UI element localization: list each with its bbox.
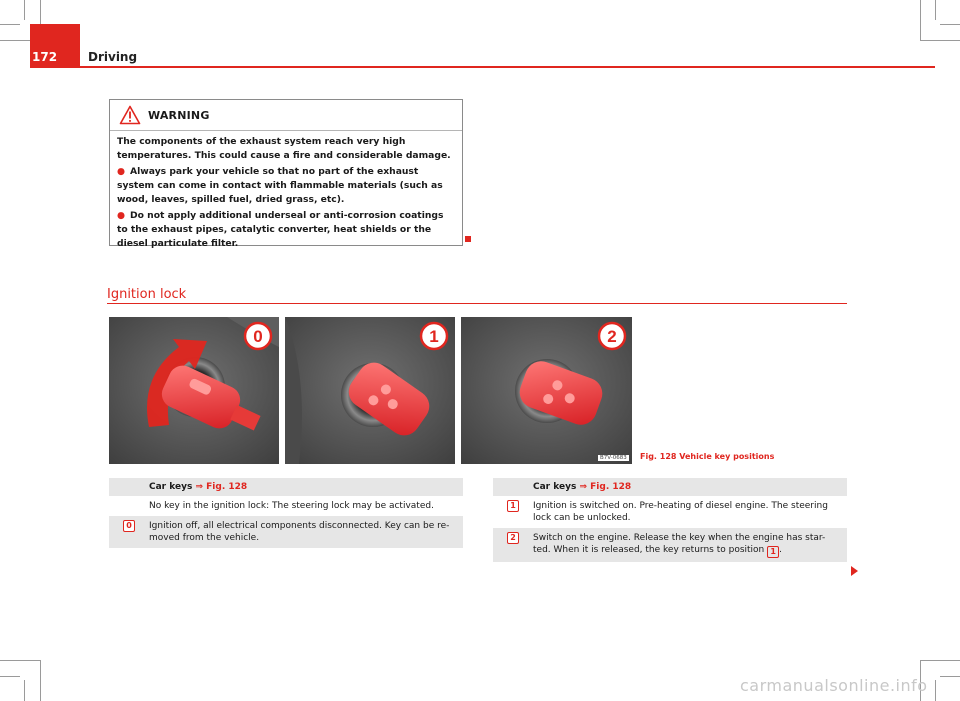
warning-title: WARNING [148,109,210,122]
bullet-icon: ● [117,210,126,221]
figure-caption: Fig. 128 Vehicle key positions [640,452,775,461]
figure-reference-link[interactable]: ⇒ Fig. 128 [195,482,248,492]
warning-body [110,131,462,251]
section-title: Ignition lock [107,287,187,302]
position-badge: 1 [507,500,519,512]
position-badge: 2 [507,532,519,544]
table-row: No key in the ignition lock: The steering lock may be activated. [149,501,434,511]
table-header: Car keys ⇒ Fig. 128 [493,478,847,496]
warning-box [109,99,463,249]
table-row: 2 Switch on the engine. Release the key when the engine has star-ted. When it is released, the key returns to position 1 . [493,528,847,562]
position-badge: 0 [123,520,135,532]
table-row: 0 Ignition off, all electrical components disconnected. Key can be re-moved from the vehicle. [109,516,463,548]
crop-mark [24,680,25,701]
panel-label-0: 0 [253,327,263,346]
panel-label-2: 2 [607,327,617,346]
warning-bullet: ● Do not apply additional underseal or anti-corrosion coatings to the exhaust pipes, catalytic converter, heat shields or the diesel particulate filter. [117,210,444,249]
watermark: carmanualsonline.info [740,676,928,695]
warning-triangle-icon [119,105,141,125]
page-number: 172 [32,50,58,64]
crop-mark [24,0,25,20]
section-end-marker [465,236,471,242]
crop-mark [920,0,921,40]
table-header: Car keys ⇒ Fig. 128 [109,478,463,496]
crop-mark [940,676,960,677]
warning-bullet: ● Always park your vehicle so that no part of the exhaust system can come in contact with flammable materials (such as wood, leaves, spilled fuel, dried grass, etc). [117,166,443,205]
crop-mark [0,24,20,25]
panel-label-1: 1 [429,327,439,346]
crop-mark [920,40,960,41]
key-positions-illustration [109,317,632,464]
crop-mark [940,24,960,25]
bullet-icon: ● [117,166,126,177]
panel-position-2 [461,317,632,464]
crop-mark [935,680,936,701]
crop-mark [40,660,41,701]
key-positions-table-left [109,478,463,548]
section-rule [107,303,847,304]
warning-header [110,100,462,131]
continue-arrow-icon [851,566,858,576]
crop-mark [0,676,20,677]
crop-mark [935,0,936,20]
header-rule [80,66,935,68]
crop-mark [920,660,960,661]
figure-key-positions [109,317,632,464]
crop-mark [0,660,40,661]
figure-reference-link[interactable]: ⇒ Fig. 128 [579,482,632,492]
table-row: 1 Ignition is switched on. Pre-heating of diesel engine. The steering lock can be unlocked. [493,496,847,528]
position-reference-badge: 1 [767,546,779,558]
chapter-title: Driving [88,50,138,64]
panel-position-1 [285,317,455,464]
panel-position-0 [109,317,279,464]
warning-intro: The components of the exhaust system reach very high temperatures. This could cause a fire and considerable damage. [117,136,451,161]
figure-code: B7V-0683 [600,455,627,461]
key-positions-table-right [493,478,847,562]
